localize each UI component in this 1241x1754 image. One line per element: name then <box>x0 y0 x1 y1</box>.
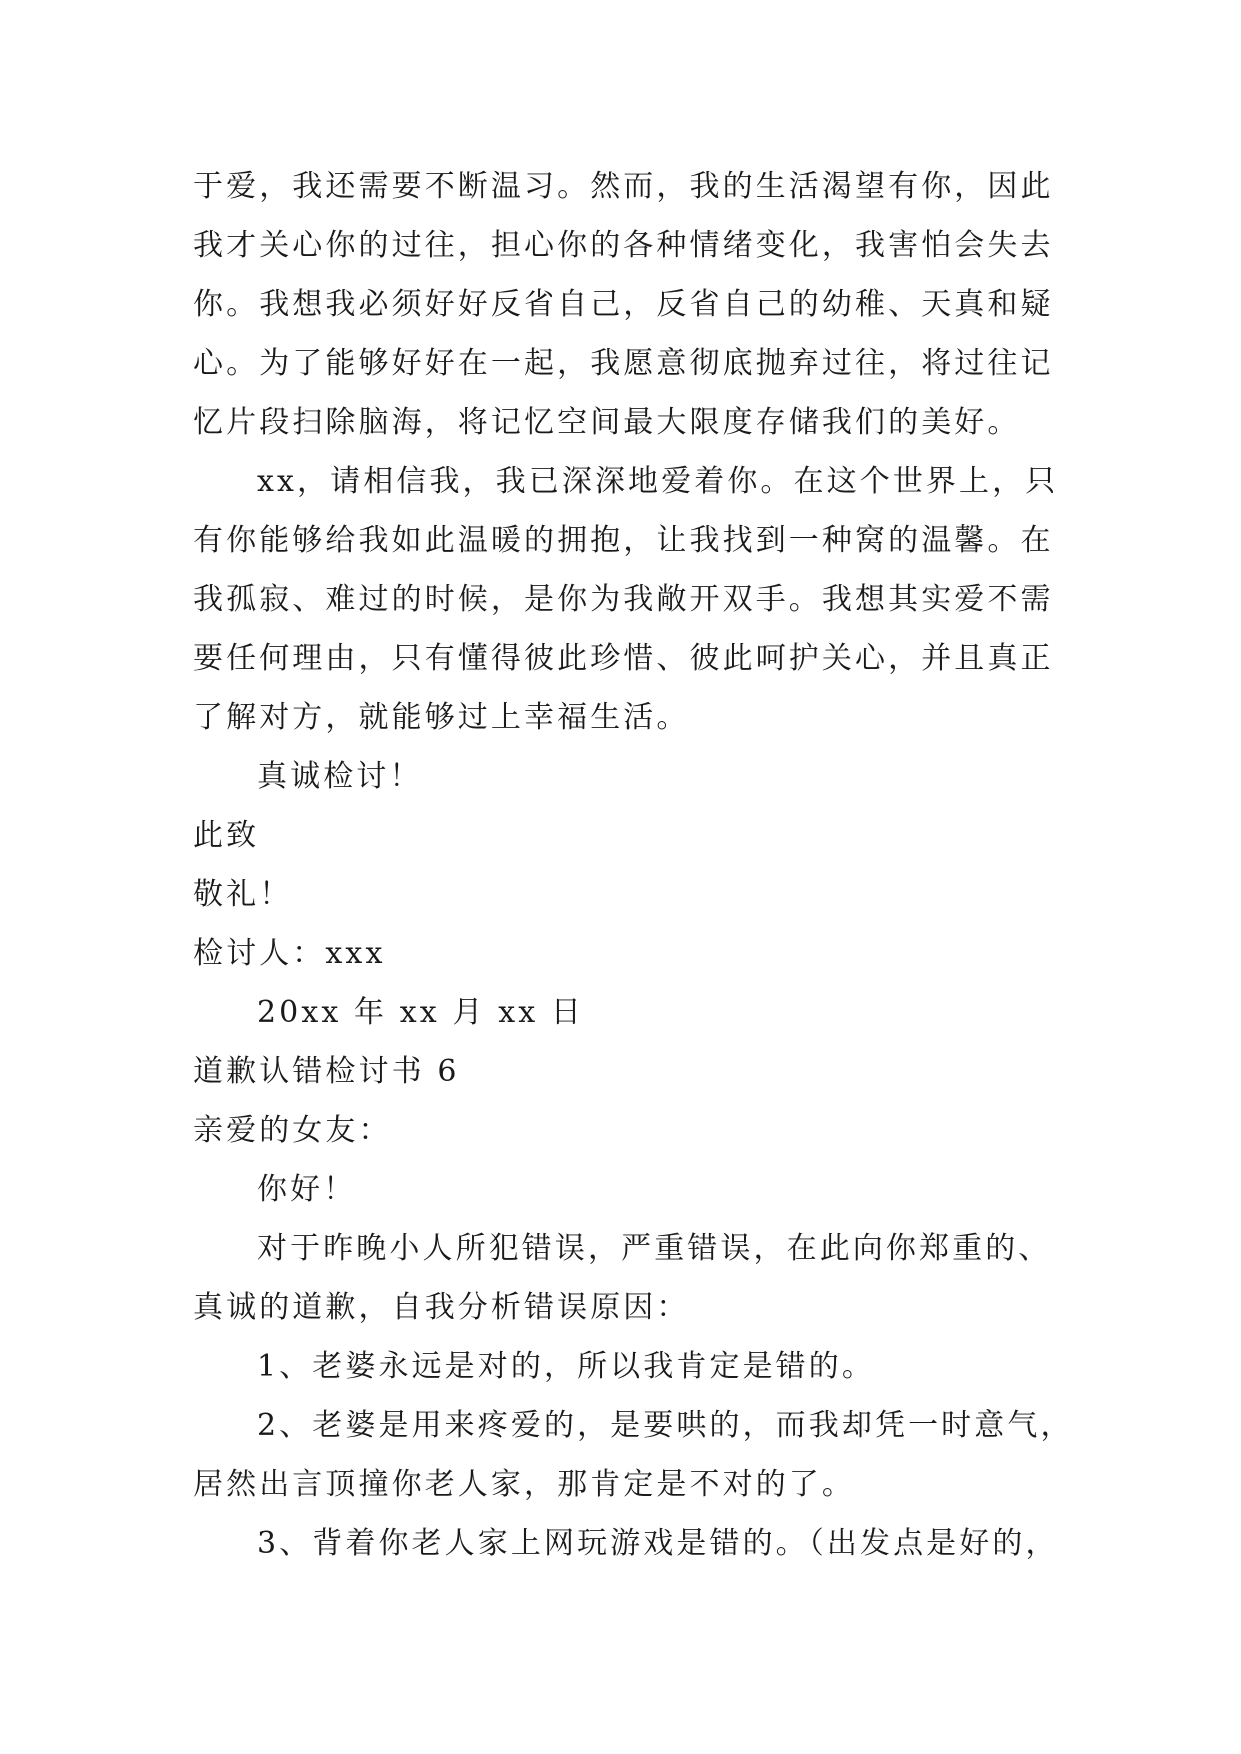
date-line: 20xx 年 xx 月 xx 日 <box>257 995 584 1030</box>
text-line: 居然出言顶撞你老人家，那肯定是不对的了。 <box>193 1467 855 1502</box>
text-line: 对于昨晚小人所犯错误，严重错误，在此向你郑重的、 <box>257 1231 1052 1266</box>
text-line: 于爱，我还需要不断温习。然而，我的生活渴望有你，因此 <box>193 169 1054 204</box>
text-line: 忆片段扫除脑海，将记忆空间最大限度存储我们的美好。 <box>193 405 1021 440</box>
text-line: 你。我想我必须好好反省自己，反省自己的幼稚、天真和疑 <box>193 287 1054 322</box>
text-line: 有你能够给我如此温暖的拥抱，让我找到一种窝的温馨。在 <box>193 523 1054 558</box>
signature-line: 检讨人：xxx <box>193 936 386 971</box>
greeting-line: 你好！ <box>257 1172 357 1207</box>
salutation-line: 亲爱的女友： <box>193 1113 392 1148</box>
closing-line: 真诚检讨！ <box>257 759 423 794</box>
closing-line: 此致 <box>193 818 260 853</box>
text-line: xx，请相信我，我已深深地爱着你。在这个世界上，只 <box>257 464 1059 499</box>
closing-line: 敬礼！ <box>193 877 293 912</box>
section-title: 道歉认错检讨书 6 <box>193 1054 460 1089</box>
text-line: 要任何理由，只有懂得彼此珍惜、彼此呵护关心，并且真正 <box>193 641 1054 676</box>
list-item: 1、老婆永远是对的，所以我肯定是错的。 <box>257 1349 875 1384</box>
list-item: 3、背着你老人家上网玩游戏是错的。（出发点是好的， <box>257 1526 1059 1561</box>
text-line: 心。为了能够好好在一起，我愿意彻底抛弃过往，将过往记 <box>193 346 1054 381</box>
text-line: 我孤寂、难过的时候，是你为我敞开双手。我想其实爱不需 <box>193 582 1054 617</box>
text-line: 真诚的道歉，自我分析错误原因： <box>193 1290 690 1325</box>
text-line: 了解对方，就能够过上幸福生活。 <box>193 700 690 735</box>
text-line: 我才关心你的过往，担心你的各种情绪变化，我害怕会失去 <box>193 228 1054 263</box>
list-item: 2、老婆是用来疼爱的，是要哄的，而我却凭一时意气， <box>257 1408 1074 1443</box>
